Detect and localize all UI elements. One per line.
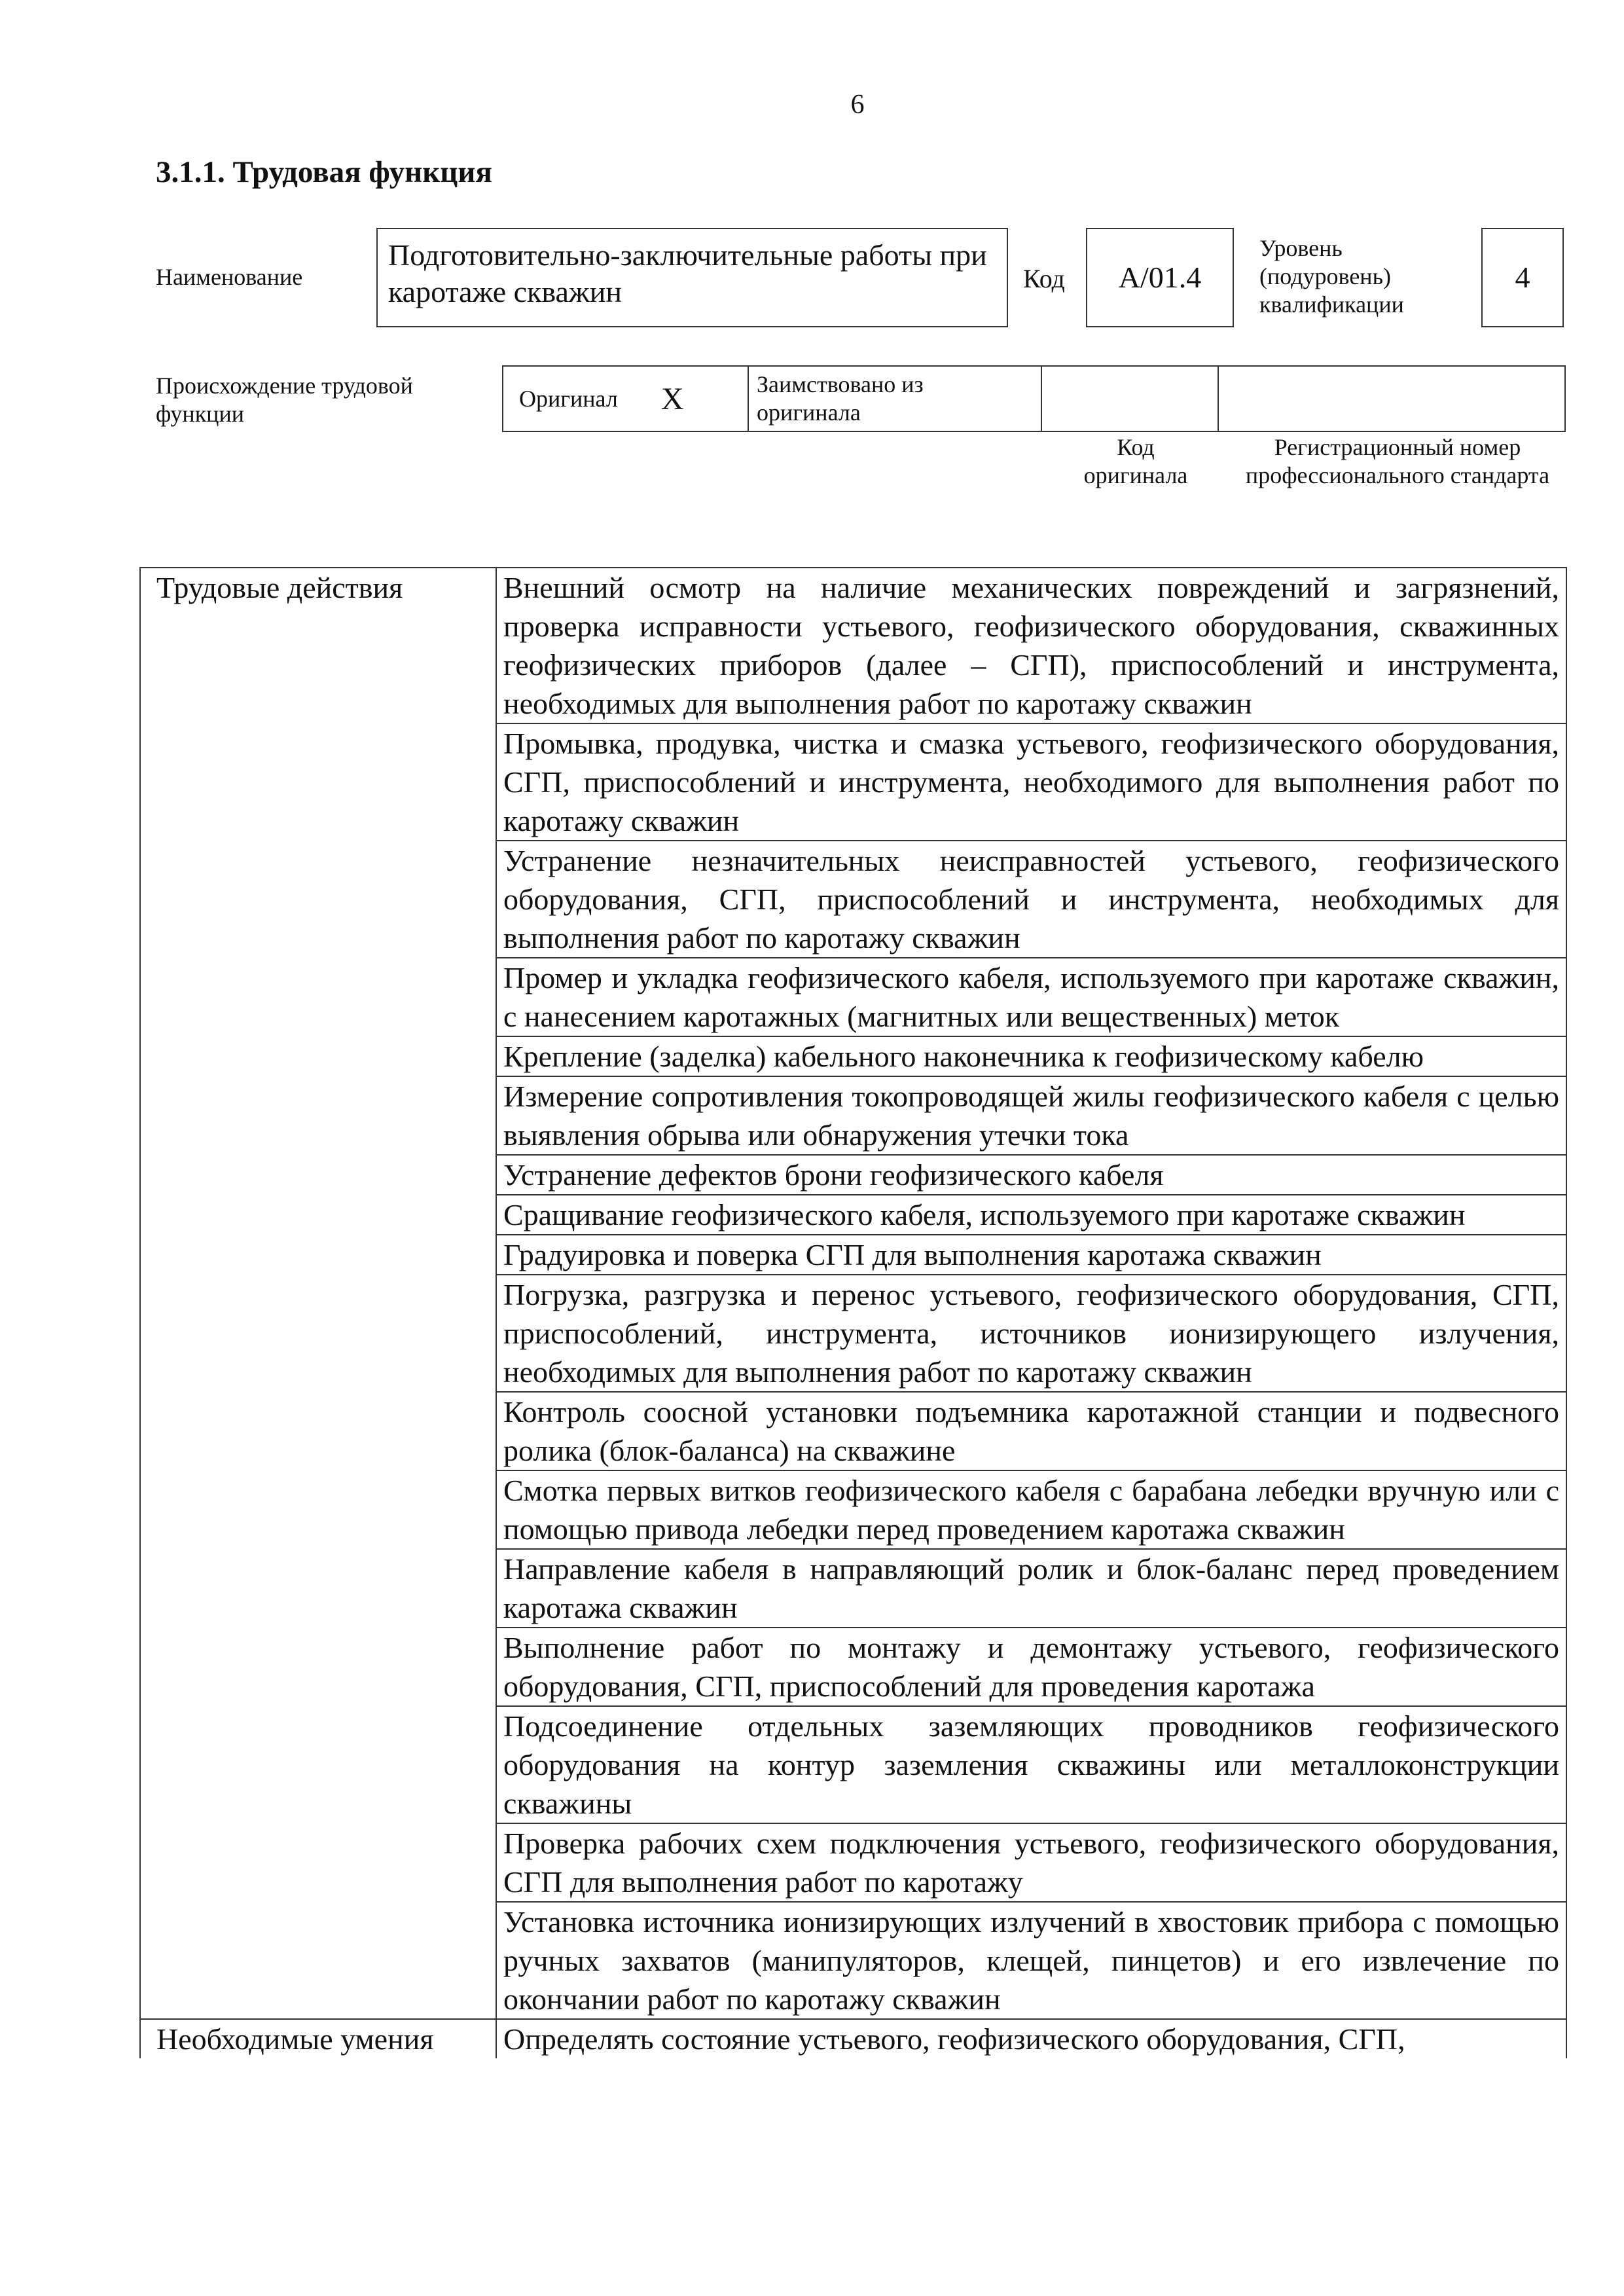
level-value: 4 xyxy=(1481,228,1564,327)
name-label: Наименование xyxy=(156,264,303,290)
original-mark: X xyxy=(660,381,684,416)
skill-item: Определять состояние устьевого, геофизического оборудования, СГП, xyxy=(496,2019,1566,2058)
labor-action-item: Подсоединение отдельных заземляющих проводников геофизического оборудования на контур заземления скважины или металлоконструкции скважины xyxy=(496,1706,1566,1823)
labor-action-item: Смотка первых витков геофизического кабеля с барабана лебедки вручную или с помощью привода лебедки перед проведением каротажа скважин xyxy=(496,1470,1566,1549)
origin-code-cell xyxy=(1042,367,1219,431)
labor-action-item: Измерение сопротивления токопроводящей жилы геофизического кабеля с целью выявления обрыва или обнаружения утечки тока xyxy=(496,1076,1566,1155)
table-row xyxy=(140,568,1566,723)
origin-row xyxy=(502,365,1566,432)
labor-action-item: Сращивание геофизического кабеля, используемого при каротаже скважин xyxy=(496,1195,1566,1235)
labor-action-item: Проверка рабочих схем подключения устьевого, геофизического оборудования, СГП для выполнения работ по каротажу xyxy=(496,1823,1566,1902)
section-title: 3.1.1. Трудовая функция xyxy=(156,155,492,189)
code-original-caption: Код оригинала xyxy=(1083,434,1188,488)
original-label: Оригинал xyxy=(519,386,618,412)
origin-label: Происхождение трудовой функции xyxy=(156,373,413,427)
page-number: 6 xyxy=(850,90,865,120)
labor-action-item: Направление кабеля в направляющий ролик и блок-баланс перед проведением каротажа скважин xyxy=(496,1549,1566,1628)
labor-action-item: Устранение незначительных неисправностей устьевого, геофизического оборудования, СГП, приспособлений и инструмента, необходимых для выполнения работ по каротажу скважин xyxy=(496,841,1566,958)
labor-action-item: Градуировка и поверка СГП для выполнения каротажа скважин xyxy=(496,1235,1566,1275)
labor-action-item: Выполнение работ по монтажу и демонтажу устьевого, геофизического оборудования, СГП, приспособлений для проведения каротажа xyxy=(496,1628,1566,1706)
reg-number-caption: Регистрационный номер профессионального стандарта xyxy=(1245,434,1550,488)
labor-action-item: Внешний осмотр на наличие механических повреждений и загрязнений, проверка исправности устьевого, геофизического оборудования, скважинных геофизических приборов (далее – СГП), приспособлений и инструмента, необходимых для выполнения работ по каротажу скважин xyxy=(496,568,1566,723)
labor-action-item: Установка источника ионизирующих излучений в хвостовик прибора с помощью ручных захватов (манипуляторов, клещей, пинцетов) и его извлечение по окончании работ по каротажу скважин xyxy=(496,1902,1566,2019)
table-row xyxy=(140,2019,1566,2058)
labor-action-item: Устранение дефектов брони геофизического кабеля xyxy=(496,1155,1566,1195)
origin-original-cell xyxy=(503,367,749,431)
labor-actions-label: Трудовые действия xyxy=(140,568,496,2019)
labor-action-item: Промывка, продувка, чистка и смазка устьевого, геофизического оборудования, СГП, приспособлений и инструмента, необходимого для выполнения работ по каротажу скважин xyxy=(496,723,1566,841)
code-value: A/01.4 xyxy=(1086,228,1234,327)
origin-reg-cell xyxy=(1219,367,1564,431)
level-label: Уровень (подуровень) квалификации xyxy=(1259,235,1404,318)
functions-table xyxy=(139,567,1567,2058)
name-value: Подготовительно-заключительные работы при каротаже скважин xyxy=(376,228,1008,327)
labor-action-item: Погрузка, разгрузка и перенос устьевого, геофизического оборудования, СГП, приспособлений, инструмента, источников ионизирующего излучения, необходимых для выполнения работ по каротажу скважин xyxy=(496,1275,1566,1392)
labor-action-item: Контроль соосной установки подъемника каротажной станции и подвесного ролика (блок-баланса) на скважине xyxy=(496,1392,1566,1470)
labor-action-item: Крепление (заделка) кабельного наконечника к геофизическому кабелю xyxy=(496,1036,1566,1076)
code-label: Код xyxy=(1023,264,1065,293)
borrowed-label: Заимствовано из оригинала xyxy=(749,367,1042,431)
labor-action-item: Промер и укладка геофизического кабеля, используемого при каротаже скважин, с нанесением каротажных (магнитных или вещественных) меток xyxy=(496,958,1566,1036)
skills-label: Необходимые умения xyxy=(140,2019,496,2058)
